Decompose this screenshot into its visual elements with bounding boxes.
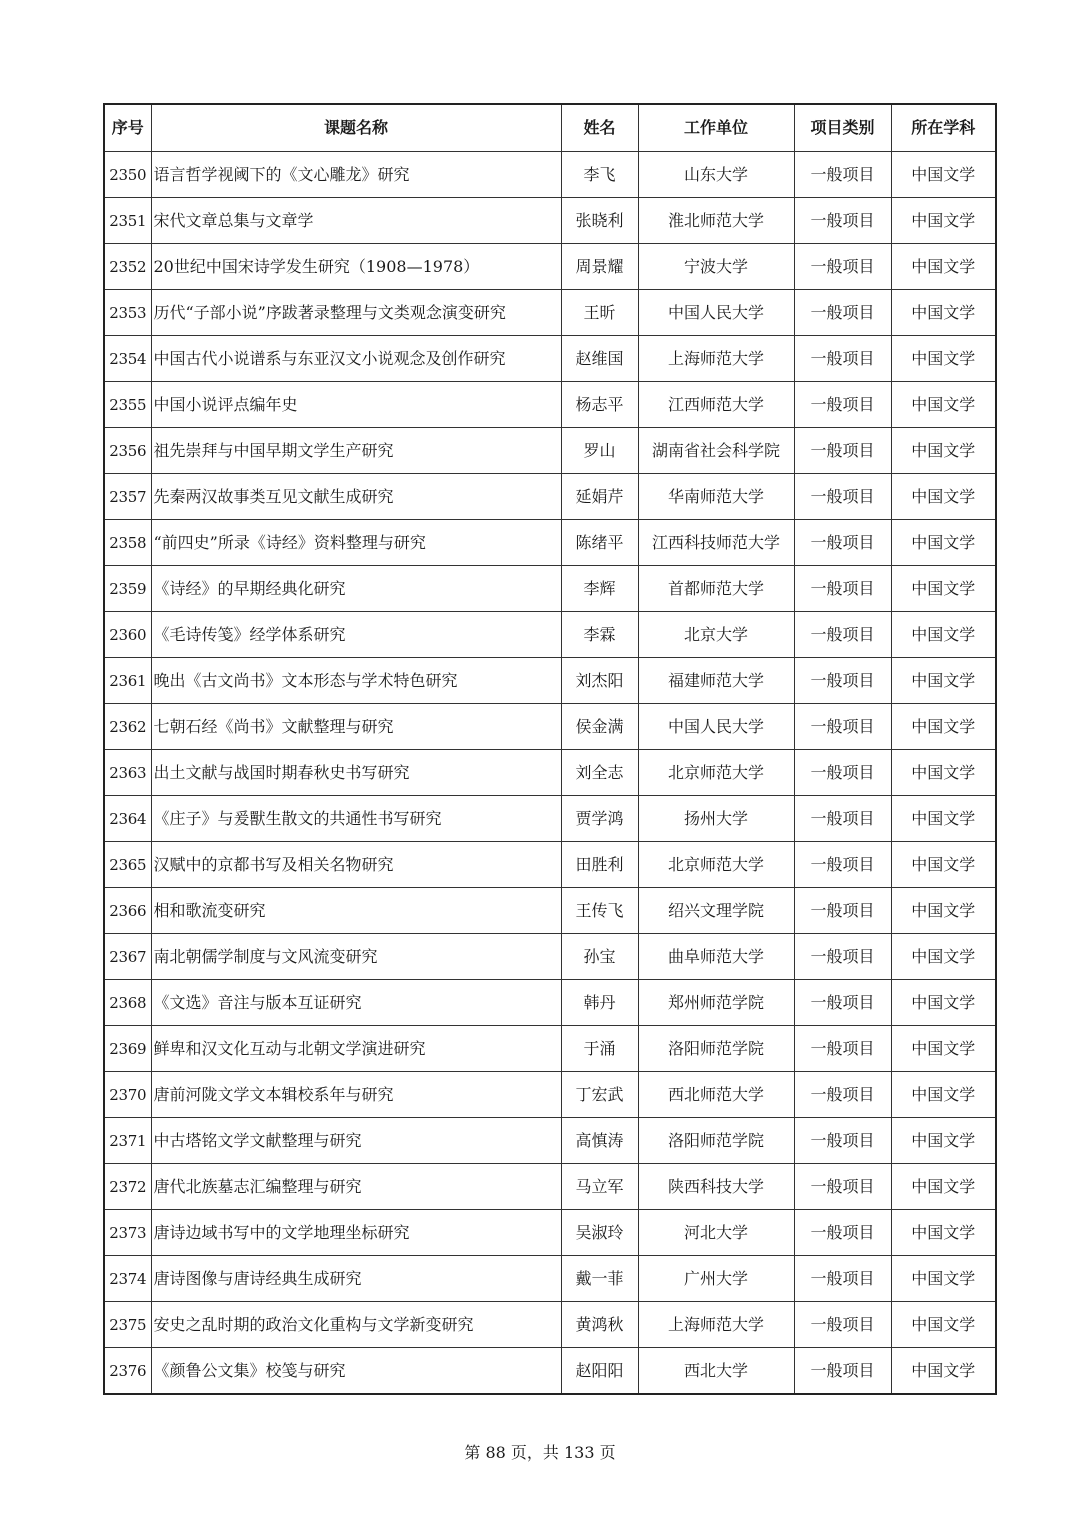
cell-num: 2359 (104, 566, 151, 612)
cell-title: 《庄子》与爰獸生散文的共通性书写研究 (151, 796, 561, 842)
cell-title: “前四史”所录《诗经》资料整理与研究 (151, 520, 561, 566)
cell-unit: 洛阳师范学院 (638, 1118, 794, 1164)
cell-name: 李飞 (561, 152, 638, 198)
cell-unit: 北京师范大学 (638, 842, 794, 888)
cell-name: 侯金满 (561, 704, 638, 750)
cell-type: 一般项目 (794, 520, 891, 566)
cell-subject: 中国文学 (891, 474, 996, 520)
cell-name: 延娟芹 (561, 474, 638, 520)
cell-num: 2357 (104, 474, 151, 520)
table-row (104, 290, 996, 336)
cell-num: 2352 (104, 244, 151, 290)
table-row (104, 934, 996, 980)
cell-title: 祖先崇拜与中国早期文学生产研究 (151, 428, 561, 474)
cell-name: 刘杰阳 (561, 658, 638, 704)
cell-subject: 中国文学 (891, 1302, 996, 1348)
cell-unit: 广州大学 (638, 1256, 794, 1302)
cell-num: 2364 (104, 796, 151, 842)
cell-subject: 中国文学 (891, 980, 996, 1026)
cell-subject: 中国文学 (891, 1210, 996, 1256)
cell-num: 2354 (104, 336, 151, 382)
cell-unit: 中国人民大学 (638, 290, 794, 336)
cell-subject: 中国文学 (891, 842, 996, 888)
cell-name: 马立军 (561, 1164, 638, 1210)
table-row (104, 198, 996, 244)
cell-unit: 扬州大学 (638, 796, 794, 842)
cell-title: 安史之乱时期的政治文化重构与文学新变研究 (151, 1302, 561, 1348)
table-row (104, 888, 996, 934)
cell-type: 一般项目 (794, 888, 891, 934)
cell-subject: 中国文学 (891, 750, 996, 796)
cell-num: 2367 (104, 934, 151, 980)
cell-title: 出土文献与战国时期春秋史书写研究 (151, 750, 561, 796)
cell-title: 唐代北族墓志汇编整理与研究 (151, 1164, 561, 1210)
cell-title: 唐诗图像与唐诗经典生成研究 (151, 1256, 561, 1302)
cell-subject: 中国文学 (891, 658, 996, 704)
header-type: 项目类别 (794, 104, 891, 152)
cell-type: 一般项目 (794, 796, 891, 842)
cell-type: 一般项目 (794, 704, 891, 750)
cell-num: 2376 (104, 1348, 151, 1395)
cell-type: 一般项目 (794, 750, 891, 796)
cell-num: 2350 (104, 152, 151, 198)
cell-subject: 中国文学 (891, 888, 996, 934)
cell-name: 赵维国 (561, 336, 638, 382)
cell-subject: 中国文学 (891, 566, 996, 612)
cell-name: 周景耀 (561, 244, 638, 290)
cell-unit: 西北师范大学 (638, 1072, 794, 1118)
table-row (104, 980, 996, 1026)
cell-type: 一般项目 (794, 336, 891, 382)
cell-subject: 中国文学 (891, 198, 996, 244)
table-row (104, 152, 996, 198)
cell-title: 相和歌流变研究 (151, 888, 561, 934)
table-row (104, 520, 996, 566)
header-subject: 所在学科 (891, 104, 996, 152)
cell-subject: 中国文学 (891, 428, 996, 474)
header-num: 序号 (104, 104, 151, 152)
cell-title: 《毛诗传笺》经学体系研究 (151, 612, 561, 658)
table-row (104, 244, 996, 290)
cell-name: 田胜利 (561, 842, 638, 888)
cell-type: 一般项目 (794, 934, 891, 980)
cell-subject: 中国文学 (891, 290, 996, 336)
cell-name: 罗山 (561, 428, 638, 474)
cell-subject: 中国文学 (891, 934, 996, 980)
cell-type: 一般项目 (794, 198, 891, 244)
cell-subject: 中国文学 (891, 336, 996, 382)
cell-unit: 陕西科技大学 (638, 1164, 794, 1210)
cell-unit: 北京大学 (638, 612, 794, 658)
cell-subject: 中国文学 (891, 612, 996, 658)
cell-num: 2351 (104, 198, 151, 244)
cell-unit: 北京师范大学 (638, 750, 794, 796)
cell-unit: 绍兴文理学院 (638, 888, 794, 934)
cell-name: 王昕 (561, 290, 638, 336)
cell-title: 语言哲学视阈下的《文心雕龙》研究 (151, 152, 561, 198)
cell-num: 2370 (104, 1072, 151, 1118)
cell-title: 南北朝儒学制度与文风流变研究 (151, 934, 561, 980)
cell-name: 赵阳阳 (561, 1348, 638, 1395)
table-row (104, 1072, 996, 1118)
cell-name: 李霖 (561, 612, 638, 658)
cell-num: 2374 (104, 1256, 151, 1302)
table-row (104, 1210, 996, 1256)
cell-num: 2373 (104, 1210, 151, 1256)
table-row (104, 796, 996, 842)
table-row (104, 612, 996, 658)
cell-name: 刘全志 (561, 750, 638, 796)
cell-type: 一般项目 (794, 1118, 891, 1164)
cell-title: 《诗经》的早期经典化研究 (151, 566, 561, 612)
cell-name: 王传飞 (561, 888, 638, 934)
cell-name: 贾学鸿 (561, 796, 638, 842)
cell-num: 2360 (104, 612, 151, 658)
table-row (104, 704, 996, 750)
cell-name: 孙宝 (561, 934, 638, 980)
cell-name: 陈绪平 (561, 520, 638, 566)
cell-type: 一般项目 (794, 1164, 891, 1210)
cell-type: 一般项目 (794, 612, 891, 658)
cell-name: 韩丹 (561, 980, 638, 1026)
cell-unit: 首都师范大学 (638, 566, 794, 612)
table-row (104, 1118, 996, 1164)
header-name: 姓名 (561, 104, 638, 152)
cell-subject: 中国文学 (891, 1072, 996, 1118)
cell-type: 一般项目 (794, 152, 891, 198)
cell-name: 李辉 (561, 566, 638, 612)
cell-type: 一般项目 (794, 1026, 891, 1072)
cell-num: 2366 (104, 888, 151, 934)
cell-name: 戴一菲 (561, 1256, 638, 1302)
cell-num: 2365 (104, 842, 151, 888)
table-body (104, 152, 996, 1395)
cell-subject: 中国文学 (891, 1118, 996, 1164)
cell-unit: 淮北师范大学 (638, 198, 794, 244)
cell-unit: 河北大学 (638, 1210, 794, 1256)
cell-subject: 中国文学 (891, 382, 996, 428)
cell-title: 鲜卑和汉文化互动与北朝文学演进研究 (151, 1026, 561, 1072)
cell-unit: 曲阜师范大学 (638, 934, 794, 980)
cell-type: 一般项目 (794, 566, 891, 612)
cell-title: 历代“子部小说”序跋著录整理与文类观念演变研究 (151, 290, 561, 336)
cell-num: 2362 (104, 704, 151, 750)
cell-unit: 西北大学 (638, 1348, 794, 1395)
cell-type: 一般项目 (794, 658, 891, 704)
cell-title: 20世纪中国宋诗学发生研究（1908—1978） (151, 244, 561, 290)
cell-name: 丁宏武 (561, 1072, 638, 1118)
cell-num: 2361 (104, 658, 151, 704)
cell-type: 一般项目 (794, 474, 891, 520)
cell-subject: 中国文学 (891, 1026, 996, 1072)
cell-name: 张晓利 (561, 198, 638, 244)
table-row (104, 1348, 996, 1395)
cell-unit: 华南师范大学 (638, 474, 794, 520)
cell-title: 七朝石经《尚书》文献整理与研究 (151, 704, 561, 750)
table-row (104, 658, 996, 704)
cell-name: 吴淑玲 (561, 1210, 638, 1256)
header-unit: 工作单位 (638, 104, 794, 152)
table-header-row (104, 104, 996, 152)
cell-type: 一般项目 (794, 1072, 891, 1118)
cell-num: 2353 (104, 290, 151, 336)
header-title: 课题名称 (151, 104, 561, 152)
cell-unit: 中国人民大学 (638, 704, 794, 750)
cell-unit: 江西科技师范大学 (638, 520, 794, 566)
cell-num: 2368 (104, 980, 151, 1026)
table-row (104, 566, 996, 612)
cell-unit: 上海师范大学 (638, 1302, 794, 1348)
cell-title: 《文选》音注与版本互证研究 (151, 980, 561, 1026)
cell-unit: 上海师范大学 (638, 336, 794, 382)
cell-subject: 中国文学 (891, 1164, 996, 1210)
table-row (104, 1026, 996, 1072)
cell-unit: 宁波大学 (638, 244, 794, 290)
cell-num: 2369 (104, 1026, 151, 1072)
cell-unit: 郑州师范学院 (638, 980, 794, 1026)
cell-title: 中国古代小说谱系与东亚汉文小说观念及创作研究 (151, 336, 561, 382)
cell-subject: 中国文学 (891, 1256, 996, 1302)
table-row (104, 428, 996, 474)
cell-unit: 湖南省社会科学院 (638, 428, 794, 474)
cell-type: 一般项目 (794, 842, 891, 888)
cell-title: 中古塔铭文学文献整理与研究 (151, 1118, 561, 1164)
cell-name: 杨志平 (561, 382, 638, 428)
cell-name: 于涌 (561, 1026, 638, 1072)
cell-num: 2358 (104, 520, 151, 566)
cell-subject: 中国文学 (891, 152, 996, 198)
cell-type: 一般项目 (794, 1210, 891, 1256)
cell-type: 一般项目 (794, 1348, 891, 1395)
cell-unit: 江西师范大学 (638, 382, 794, 428)
cell-title: 宋代文章总集与文章学 (151, 198, 561, 244)
table-row (104, 750, 996, 796)
cell-type: 一般项目 (794, 1302, 891, 1348)
table-row (104, 842, 996, 888)
cell-num: 2371 (104, 1118, 151, 1164)
cell-title: 晚出《古文尚书》文本形态与学术特色研究 (151, 658, 561, 704)
table-row (104, 1256, 996, 1302)
cell-num: 2355 (104, 382, 151, 428)
cell-type: 一般项目 (794, 428, 891, 474)
cell-name: 黄鸿秋 (561, 1302, 638, 1348)
cell-title: 唐诗边域书写中的文学地理坐标研究 (151, 1210, 561, 1256)
cell-type: 一般项目 (794, 290, 891, 336)
cell-num: 2375 (104, 1302, 151, 1348)
cell-num: 2372 (104, 1164, 151, 1210)
cell-type: 一般项目 (794, 980, 891, 1026)
cell-type: 一般项目 (794, 1256, 891, 1302)
cell-title: 先秦两汉故事类互见文献生成研究 (151, 474, 561, 520)
table-row (104, 1164, 996, 1210)
cell-subject: 中国文学 (891, 796, 996, 842)
cell-type: 一般项目 (794, 382, 891, 428)
cell-title: 《颜鲁公文集》校笺与研究 (151, 1348, 561, 1395)
project-table (103, 103, 997, 1395)
table-row (104, 382, 996, 428)
cell-title: 中国小说评点编年史 (151, 382, 561, 428)
cell-name: 高慎涛 (561, 1118, 638, 1164)
page-number: 第 88 页，共 133 页 (464, 1443, 616, 1462)
cell-num: 2363 (104, 750, 151, 796)
cell-subject: 中国文学 (891, 704, 996, 750)
cell-subject: 中国文学 (891, 244, 996, 290)
cell-title: 汉赋中的京都书写及相关名物研究 (151, 842, 561, 888)
cell-type: 一般项目 (794, 244, 891, 290)
cell-subject: 中国文学 (891, 520, 996, 566)
cell-unit: 福建师范大学 (638, 658, 794, 704)
cell-num: 2356 (104, 428, 151, 474)
table-row (104, 474, 996, 520)
cell-unit: 山东大学 (638, 152, 794, 198)
cell-unit: 洛阳师范学院 (638, 1026, 794, 1072)
table-row (104, 336, 996, 382)
table-row (104, 1302, 996, 1348)
cell-title: 唐前河陇文学文本辑校系年与研究 (151, 1072, 561, 1118)
cell-subject: 中国文学 (891, 1348, 996, 1395)
